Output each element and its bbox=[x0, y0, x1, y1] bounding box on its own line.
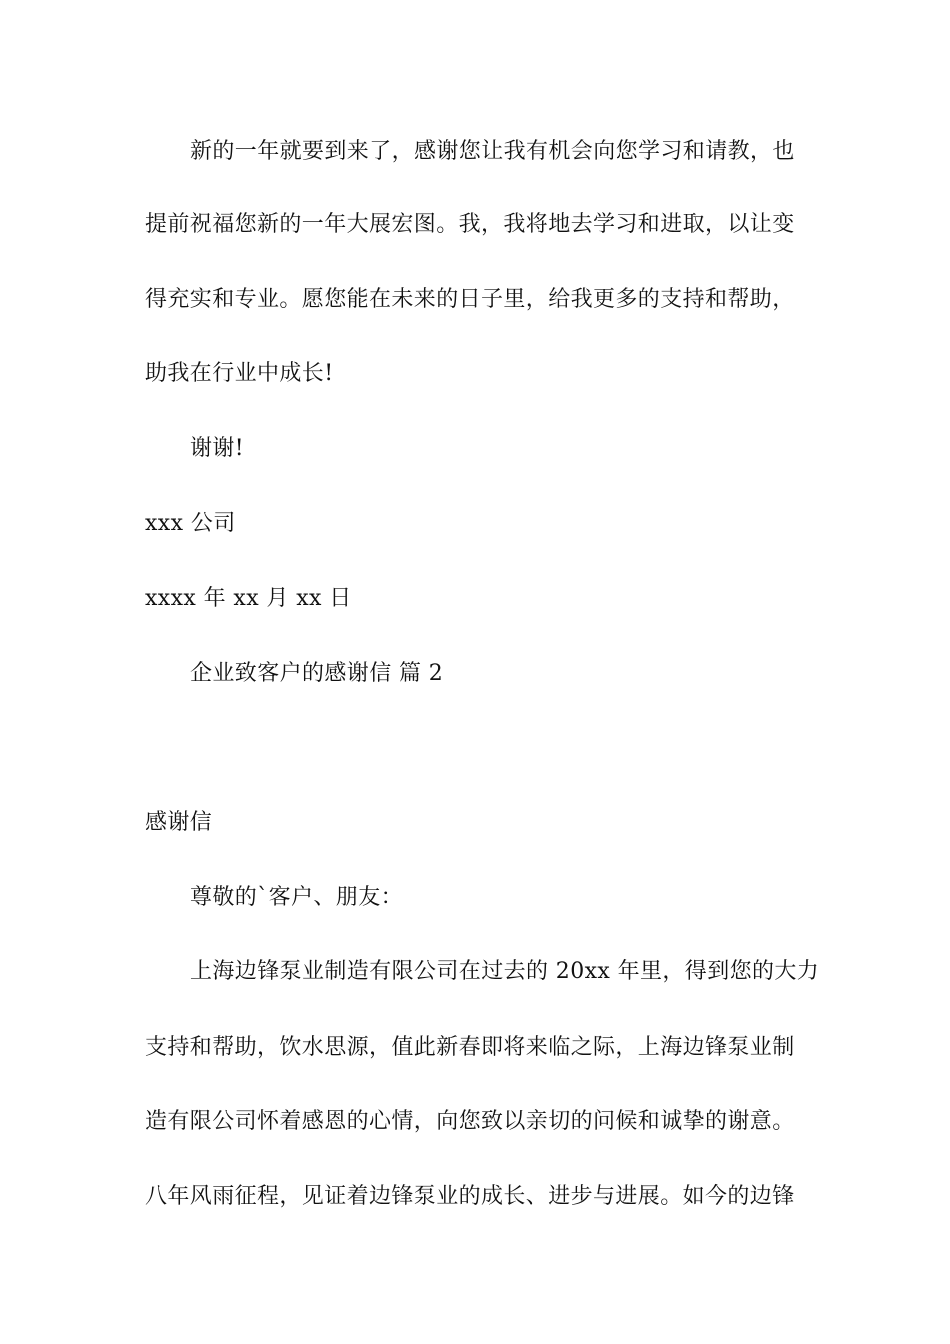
paragraph-line: 助我在行业中成长! bbox=[145, 361, 334, 386]
letter-title: 感谢信 bbox=[145, 810, 213, 835]
paragraph-line: 得充实和专业。愿您能在未来的日子里，给我更多的支持和帮助， bbox=[145, 287, 795, 312]
salutation: 尊敬的`客户、朋友： bbox=[190, 885, 404, 910]
section-heading: 企业致客户的感谢信 篇 2 bbox=[190, 661, 444, 686]
paragraph-line: 造有限公司怀着感恩的心情，向您致以亲切的问候和诚挚的谢意。 bbox=[145, 1109, 795, 1134]
signature-company: xxx 公司 bbox=[145, 511, 236, 536]
paragraph-line: 提前祝福您新的一年大展宏图。我，我将地去学习和进取，以让变 bbox=[145, 212, 795, 237]
paragraph-line: 八年风雨征程，见证着边锋泵业的成长、进步与进展。如今的边锋 bbox=[145, 1184, 795, 1209]
signature-date: xxxx 年 xx 月 xx 日 bbox=[145, 586, 352, 611]
paragraph-line: 新的一年就要到来了，感谢您让我有机会向您学习和请教，也 bbox=[190, 139, 795, 164]
paragraph-line: 上海边锋泵业制造有限公司在过去的 20xx 年里，得到您的大力 bbox=[190, 959, 820, 984]
closing-thanks: 谢谢! bbox=[190, 436, 245, 461]
paragraph-line: 支持和帮助，饮水思源，值此新春即将来临之际，上海边锋泵业制 bbox=[145, 1035, 795, 1060]
